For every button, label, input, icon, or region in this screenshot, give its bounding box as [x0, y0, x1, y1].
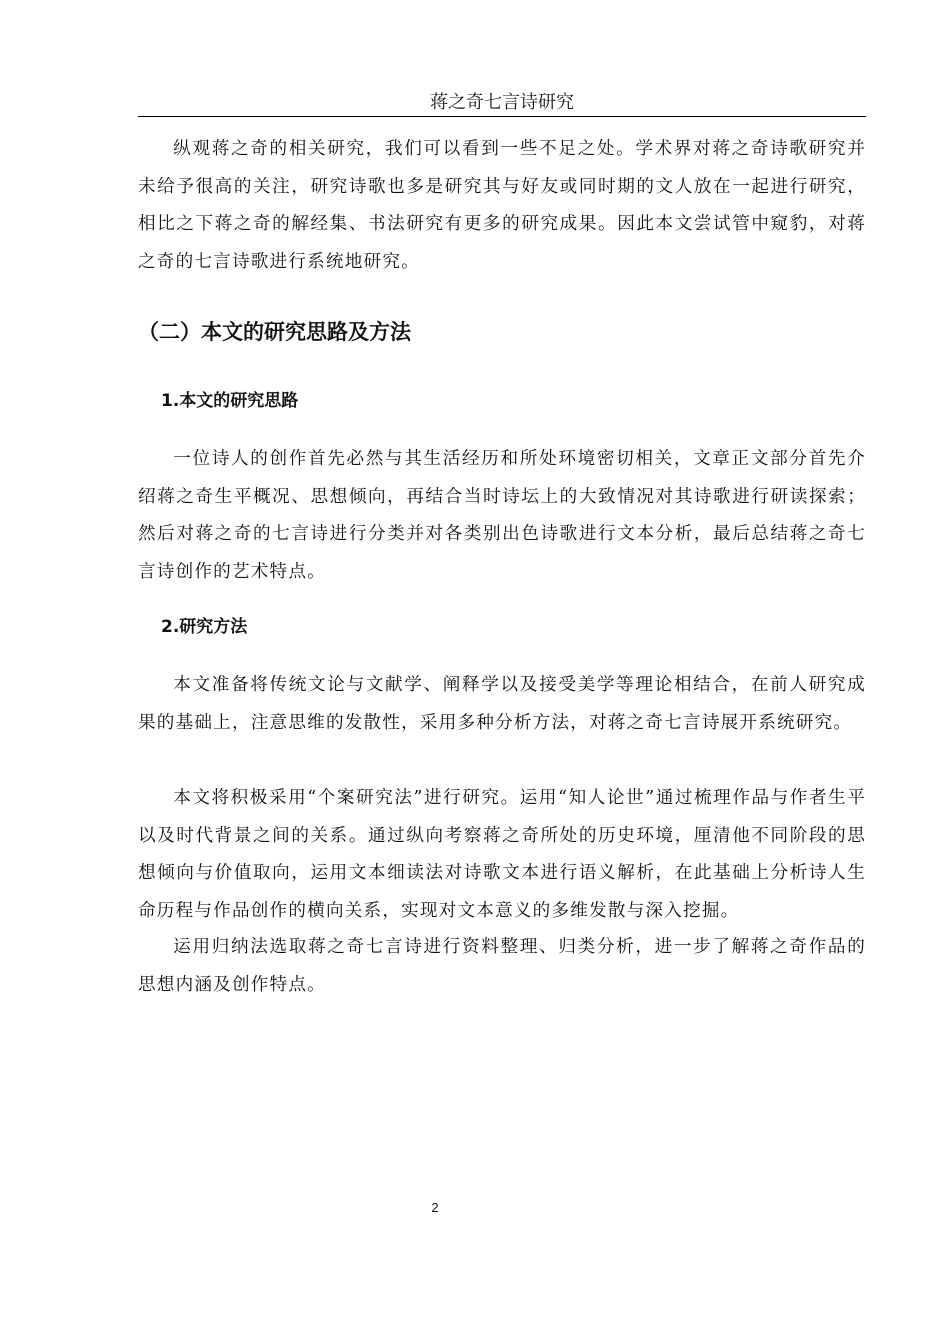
section-heading: （二）本文的研究思路及方法 — [138, 320, 411, 344]
running-header: 蒋之奇七言诗研究 — [430, 92, 574, 113]
method-paragraph-1: 本文准备将传统文论与文献学、阐释学以及接受美学等理论相结合，在前人研究成果的基础上，注意思维的发散性，采用多种分析方法，对蒋之奇七言诗展开系统研究。 — [138, 675, 866, 733]
intro-paragraph: 纵观蒋之奇的相关研究，我们可以看到一些不足之处。学术界对蒋之奇诗歌研究并未给予很高的关注，研究诗歌也多是研究其与好友或同时期的文人放在一起进行研究，相比之下蒋之奇的解经集、书法研究有更多的研究成果。因此本文尝试管中窥豹，对蒋之奇的七言诗歌进行系统地研究。 — [138, 139, 866, 272]
subsection-1-heading: 1.本文的研究思路 — [161, 391, 299, 411]
method-paragraph-2: 本文将积极采用“个案研究法”进行研究。运用“知人论世”通过梳理作品与作者生平以及时代背景之间的关系。通过纵向考察蒋之奇所处的历史环境，厘清他不同阶段的思想倾向与价值取向，运用文本细读法对诗歌文本进行语义解析，在此基础上分析诗人生命历程与作品创作的横向关系，实现对文本意义的多维发散与深入挖掘。 — [138, 788, 866, 921]
page-number: 2 — [431, 1200, 439, 1215]
subsection-2-heading: 2.研究方法 — [161, 617, 248, 637]
method-paragraph-3: 运用归纳法选取蒋之奇七言诗进行资料整理、归类分析，进一步了解蒋之奇作品的思想内涵及创作特点。 — [138, 937, 866, 995]
header-divider — [138, 116, 866, 117]
subsection-1-paragraph: 一位诗人的创作首先必然与其生活经历和所处环境密切相关，文章正文部分首先介绍蒋之奇生平概况、思想倾向，再结合当时诗坛上的大致情况对其诗歌进行研读探索；然后对蒋之奇的七言诗进行分类并对各类别出色诗歌进行文本分析，最后总结蒋之奇七言诗创作的艺术特点。 — [138, 449, 866, 582]
